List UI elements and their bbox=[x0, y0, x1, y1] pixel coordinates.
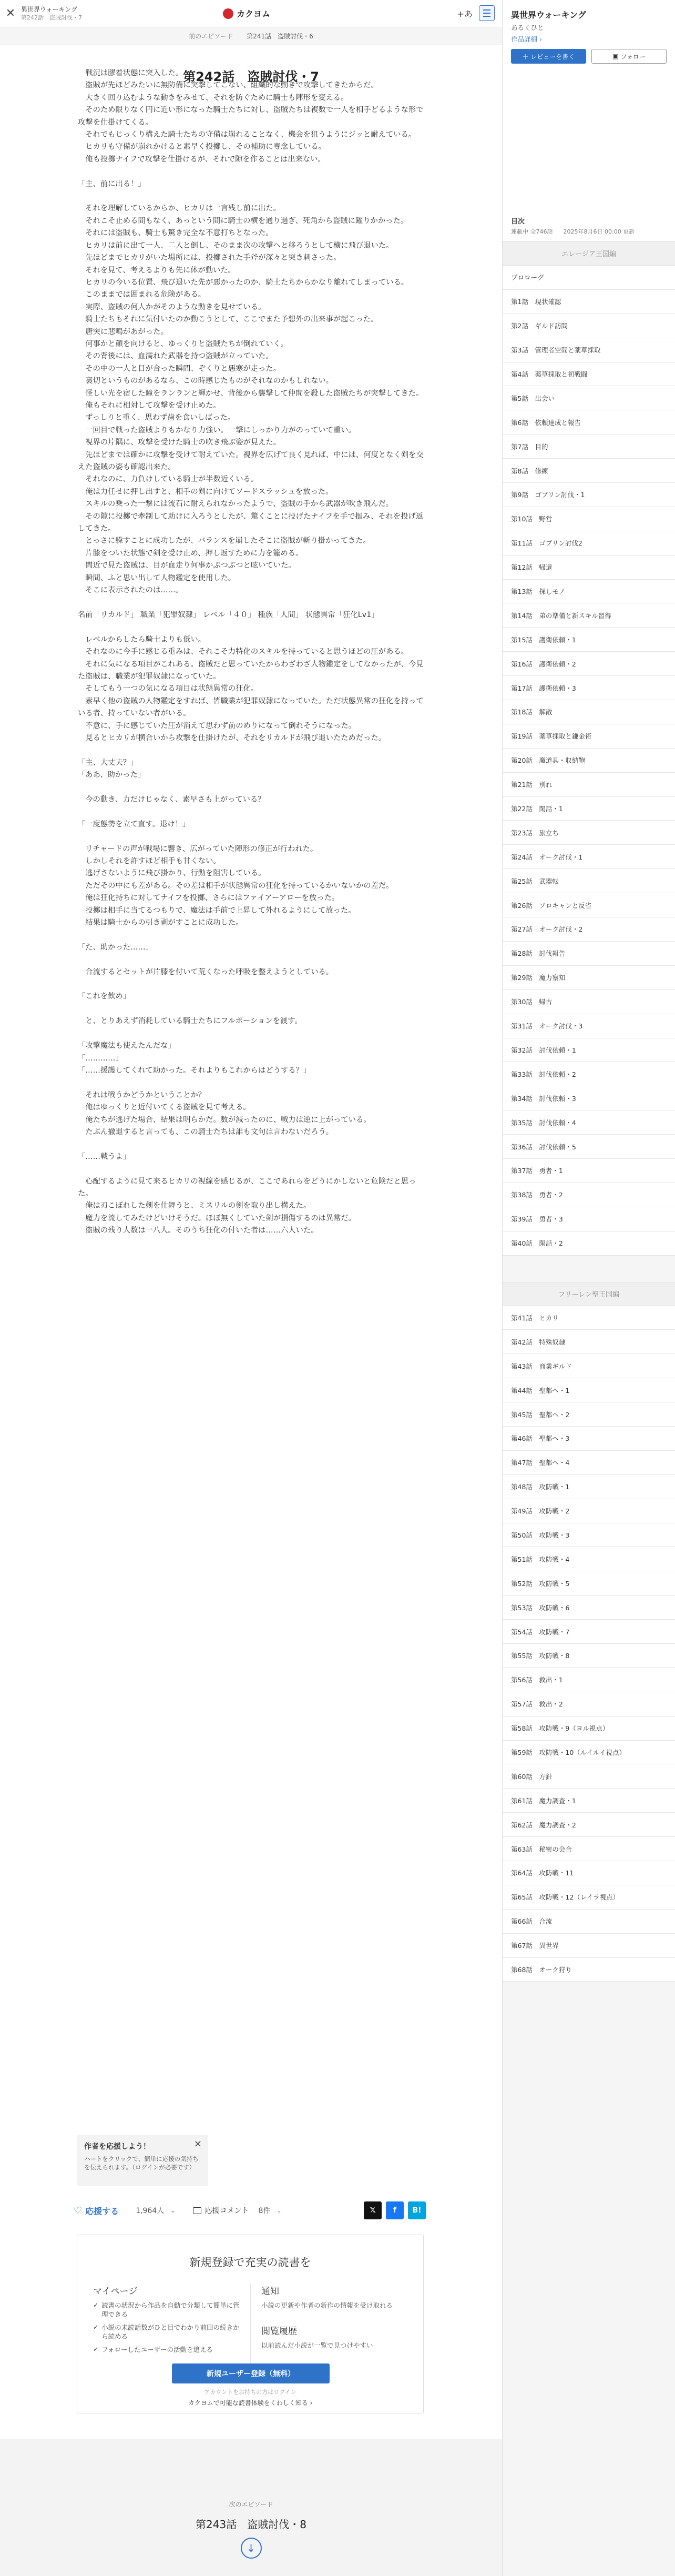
cheer-tip-body: ハートをクリックで、簡単に応援の気持ちを伝えられます。（ログインが必要です） bbox=[84, 2155, 199, 2171]
body-paragraph: ヒカリは前に出て一人、二人と倒し、そのまま次の攻撃へと移ろうとして横に飛び退いた。 bbox=[78, 241, 394, 250]
body-paragraph: 「攻撃魔法も使えたんだな」 bbox=[78, 1042, 176, 1050]
toc-episode-item[interactable]: 第29話 魔力察知 bbox=[503, 966, 675, 990]
body-paragraph: ただその中にも差がある。その差は相手が状態異常の狂化を持っているかいないかの差だ。 bbox=[78, 881, 394, 890]
body-paragraph bbox=[78, 954, 425, 966]
toc-updated: 2025年8月6日 00:00 更新 bbox=[563, 228, 635, 235]
body-paragraph bbox=[78, 1138, 425, 1150]
body-paragraph: それには盗賊も、騎士も驚き完全な不意打ちとなった。 bbox=[78, 229, 273, 238]
prev-episode-title: 第241話 盗賊討伐・6 bbox=[247, 33, 313, 40]
body-paragraph: それなのに今手に感じる重みは、それこそ力特化のスキルを持っていると思うほどの圧がある。 bbox=[78, 648, 408, 656]
bookmark-icon: ▣ bbox=[612, 53, 619, 60]
body-paragraph: 「主、大丈夫？」 bbox=[78, 758, 138, 767]
body-paragraph: 今の動き、力だけじゃなく、素早さも上がっている？ bbox=[78, 795, 265, 804]
body-paragraph: 騎士たちもそれに気付いたのか動こうとして、ここでまた予想外の出来事が起こった。 bbox=[78, 315, 379, 324]
body-paragraph: 合流するとセットが片膝を付いて荒くなった呼吸を整えようとしている。 bbox=[78, 967, 334, 976]
toc-count: 連載中 全746話 bbox=[511, 228, 553, 235]
check-icon: ✓ bbox=[93, 2301, 99, 2309]
toc-episode-item[interactable]: 第49話 攻防戦・2 bbox=[503, 1499, 675, 1523]
toc-episode-item[interactable]: 第47話 聖都へ・4 bbox=[503, 1451, 675, 1475]
mypage-item-text: 読書の状況から作品を自動で分類して簡単に管理できる bbox=[101, 2301, 240, 2318]
body-paragraph: レベルからしたら騎士よりも低い。 bbox=[78, 635, 206, 644]
toc-title: 目次 bbox=[511, 218, 525, 226]
mypage-heading: マイページ bbox=[93, 2286, 138, 2297]
body-paragraph: とっさに躱すことに成功したが、バランスを崩したそこに盗賊が斬り掛かってきた。 bbox=[78, 537, 371, 545]
comment-count: 8件 bbox=[258, 2207, 271, 2215]
toc-episode-item[interactable]: 第23話 旅立ち bbox=[503, 821, 675, 845]
toc-episode-item[interactable]: 第26話 ソロキャンと反省 bbox=[503, 893, 675, 917]
toc-episode-item[interactable]: 第42話 特殊奴隷 bbox=[503, 1330, 675, 1354]
menu-line-icon bbox=[483, 13, 490, 14]
toc-episode-item[interactable]: 第39話 勇者・3 bbox=[503, 1207, 675, 1231]
body-paragraph: しかしそれを許すほど相手も甘くない。 bbox=[78, 857, 221, 865]
body-paragraph: 不意に、手に感じていた圧が消えて思わず前のめりになって倒れそうになった。 bbox=[78, 721, 356, 730]
heart-icon: ♡ bbox=[74, 2205, 83, 2216]
menu-line-icon bbox=[483, 16, 490, 17]
body-paragraph: 魔力を流してみたけどいけそうだ。ほぼ無くしていた剣が損傷するのは異常だ。 bbox=[78, 1214, 356, 1223]
toc-episode-item[interactable]: 第62話 魔力調査・2 bbox=[503, 1813, 675, 1837]
toc-menu-button[interactable] bbox=[479, 5, 495, 21]
signup-button[interactable]: 新規ユーザー登録（無料） bbox=[172, 2363, 330, 2383]
toc-episode-item[interactable]: 第64話 攻防戦・11 bbox=[503, 1861, 675, 1885]
body-paragraph: それに気になる項目がこれある。盗賊だと思っていたからわざわざ人物鑑定をしてなかったが、今見た盗賊は、職業が犯罪奴隷になっていた。 bbox=[78, 660, 424, 681]
cheer-count: 1,964人 bbox=[136, 2207, 165, 2215]
toc-episode-item[interactable]: 第59話 攻防戦・10（ルイルイ視点） bbox=[503, 1741, 675, 1765]
notice-body: 小説の更新や作者の新作の情報を受け取れる bbox=[261, 2301, 393, 2309]
toc-episode-item[interactable]: 第52話 攻防戦・5 bbox=[503, 1571, 675, 1595]
side-work-info bbox=[503, 0, 675, 74]
body-paragraph: 俺はゆっくりと近付いてくる盗賊を見て考える。 bbox=[78, 1103, 251, 1112]
mypage-item bbox=[93, 2323, 240, 2341]
body-paragraph: その中の一人と目が合った瞬間、ぞくりと悪寒が走った。 bbox=[78, 364, 281, 373]
episode-body bbox=[78, 67, 425, 1237]
body-paragraph: 一回目で戦った盗賊よりもかなり力強い。一撃にしっかり力がのっていて重い。 bbox=[78, 426, 356, 435]
side-work-title[interactable]: 異世界ウォーキング bbox=[511, 10, 586, 20]
body-paragraph: その隙に投擲で牽制して助けに入ろうとしたが、驚くことに投げたナイフを手で掴み、それを投げ返してきた。 bbox=[78, 512, 424, 533]
next-episode-label: 次のエピソード bbox=[229, 2501, 273, 2508]
body-paragraph: このままでは囲まれる危険がある。 bbox=[78, 290, 206, 299]
toc-episode-item[interactable]: 第65話 攻防戦・12（レイラ視点） bbox=[503, 1885, 675, 1910]
login-link[interactable]: アカウントをお持ちの方はログイン bbox=[204, 2389, 296, 2396]
toc-episode-item[interactable]: 第38話 勇者・2 bbox=[503, 1183, 675, 1207]
toc-episode-item[interactable]: 第25話 武器転 bbox=[503, 869, 675, 893]
top-episode-title: 第242話 盗賊討伐・7 bbox=[21, 14, 82, 21]
notice-heading: 通知 bbox=[261, 2286, 279, 2297]
learn-more-link[interactable]: カクヨムで可能な読書体験をくわしく知る › bbox=[188, 2399, 313, 2407]
body-paragraph bbox=[78, 978, 425, 991]
cheer-button[interactable] bbox=[74, 2205, 175, 2217]
toc-episode-item[interactable]: 第54話 攻防戦・7 bbox=[503, 1620, 675, 1644]
body-paragraph: 瞬間、ふと思い出して人物鑑定を使用した。 bbox=[78, 573, 236, 582]
toc-episode-item[interactable]: 第58話 攻防戦・9（ヨル視点） bbox=[503, 1716, 675, 1741]
body-paragraph bbox=[78, 1028, 425, 1040]
chapter2-episode-list bbox=[503, 1306, 675, 1982]
next-episode-title: 第243話 盗賊討伐・8 bbox=[196, 2518, 306, 2531]
next-episode-area[interactable] bbox=[0, 2439, 502, 2576]
toc-episode-item[interactable]: 第67話 異世界 bbox=[503, 1934, 675, 1958]
side-panel bbox=[502, 0, 675, 2576]
prev-episode-label: 前のエピソード bbox=[189, 33, 233, 40]
follow-label: フォロー bbox=[620, 53, 646, 60]
cheer-tip-popup bbox=[77, 2135, 208, 2186]
body-paragraph: リチャードの声が戦場に響き、広がっていた陣形の修正が行われた。 bbox=[78, 844, 318, 853]
toc-episode-item[interactable]: 第14話 弟の準備と新スキル習得 bbox=[503, 603, 675, 628]
body-paragraph: 俺たちが逃げた場合、結果は明らかだ。数が減ったのに、戦力は逆に上がっている。 bbox=[78, 1115, 371, 1124]
toc-episode-item[interactable]: 第18話 解散 bbox=[503, 700, 675, 724]
x-share-icon[interactable]: 𝕏 bbox=[364, 2201, 382, 2219]
top-work-meta[interactable] bbox=[21, 5, 82, 22]
toc-header bbox=[503, 216, 675, 241]
body-paragraph: と、とりあえず消耗している騎士たちにフルポーションを渡す。 bbox=[78, 1017, 302, 1026]
toc-episode-item[interactable]: 第45話 聖都へ・2 bbox=[503, 1402, 675, 1427]
body-paragraph: それを理解しているからか、ヒカリは一言残し前に出た。 bbox=[78, 204, 281, 213]
body-paragraph: 俺は力任せに押し出すと、相手の剣に向けてソードスラッシュを放った。 bbox=[78, 487, 333, 496]
mypage-item-text: 小説の未読話数がひと目でわかり前回の続きから読める bbox=[101, 2324, 240, 2340]
body-paragraph: 唐突に悲鳴があがった。 bbox=[78, 327, 168, 336]
toc-episode-item[interactable]: 第7話 目的 bbox=[503, 435, 675, 459]
body-paragraph: 「これを飲め」 bbox=[78, 992, 131, 1001]
toc-episode-item[interactable]: 第6話 依頼達成と報告 bbox=[503, 410, 675, 435]
write-review-button[interactable]: ＋ レビューを書く bbox=[511, 49, 586, 64]
body-paragraph: 「一度態勢を立て直す。退け！」 bbox=[78, 820, 190, 829]
toc-episode-item[interactable]: 第32話 討伐依頼・1 bbox=[503, 1038, 675, 1063]
close-icon[interactable]: ✕ bbox=[193, 2139, 202, 2150]
toc-episode-item[interactable]: 第36話 討伐依頼・5 bbox=[503, 1135, 675, 1159]
history-heading: 閲覧履歴 bbox=[261, 2326, 297, 2337]
body-paragraph: 怪しい光を宿した瞳をランランと輝かせ、背後から襲撃して仲間を殺した盗賊たちが突撃してきた。 bbox=[78, 389, 424, 398]
side-buttons bbox=[511, 49, 667, 64]
check-icon: ✓ bbox=[93, 2324, 99, 2331]
chevron-down-icon: ⌄ bbox=[170, 2207, 176, 2214]
body-paragraph: 片膝をついた状態で剣を受け止め、押し返すために力を籠める。 bbox=[78, 549, 303, 558]
top-bar bbox=[0, 0, 502, 27]
body-paragraph bbox=[78, 1077, 425, 1089]
body-paragraph: ヒカリも守備が崩れかけると素早く投擲し、その補助に専念している。 bbox=[78, 143, 326, 151]
toc-episode-item[interactable]: 第13話 探しモノ bbox=[503, 580, 675, 604]
work-detail-link[interactable]: 作品詳細 › bbox=[511, 35, 542, 43]
body-paragraph: 俺も投擲ナイフで攻撃を仕掛けるが、それで隙を作ることは出来ない。 bbox=[78, 155, 325, 164]
toc-episode-item[interactable]: 第24話 オーク討伐・1 bbox=[503, 845, 675, 869]
share-buttons bbox=[364, 2201, 426, 2219]
body-paragraph: 戦況は膠着状態に突入した。 bbox=[78, 69, 183, 77]
body-paragraph: それでもじっくり構えた騎士たちの守備は崩れることなく、機会を狙うようにジッと耐えている。 bbox=[78, 130, 416, 139]
body-paragraph: たぶん撤退すると言っても、この騎士たちは誰も文句は言わないだろう。 bbox=[78, 1127, 334, 1136]
mypage-column bbox=[93, 2284, 251, 2363]
body-paragraph: 素早く他の盗賊の人物鑑定をすれば、皆職業が犯罪奴隷になっていた。ただ状態異常の狂化を持っている者、持っていない者がいる。 bbox=[78, 696, 424, 718]
facebook-share-icon[interactable]: f bbox=[386, 2201, 404, 2219]
body-paragraph: その背後には、血濡れた武器を持つ盗賊が立っていた。 bbox=[78, 352, 273, 361]
body-paragraph: 見るとヒカリが横合いから攻撃を仕掛けたが、それをリカルドが飛び退いたためだった。 bbox=[78, 733, 386, 742]
toc-episode-item[interactable]: 第2話 ギルド訪問 bbox=[503, 314, 675, 338]
chapter1-episode-list bbox=[503, 266, 675, 1256]
body-paragraph bbox=[78, 1163, 425, 1175]
toc-episode-item[interactable]: 第31話 オーク討伐・3 bbox=[503, 1014, 675, 1038]
body-paragraph bbox=[78, 597, 425, 609]
toc-episode-item[interactable]: 第1話 現状確認 bbox=[503, 290, 675, 314]
signup-title: 新規登録で充実の読書を bbox=[189, 2256, 311, 2269]
chevron-down-icon: ⌄ bbox=[277, 2207, 282, 2214]
check-icon: ✓ bbox=[93, 2346, 99, 2353]
body-paragraph: 視界の片隅に、攻撃を受けた騎士の吹き飛ぶ姿が見えた。 bbox=[78, 438, 281, 447]
close-icon[interactable]: ✕ bbox=[5, 7, 16, 20]
body-paragraph: 結果は騎士からの引き剥がすことに成功した。 bbox=[78, 918, 243, 927]
body-paragraph: 「た、助かった……」 bbox=[78, 943, 153, 952]
menu-line-icon bbox=[483, 9, 490, 11]
toc-episode-item[interactable]: 第34話 討伐依頼・3 bbox=[503, 1086, 675, 1110]
toc-episode-item[interactable]: 第17話 護衛依頼・3 bbox=[503, 676, 675, 700]
toc-episode-item[interactable]: 第44話 聖都へ・1 bbox=[503, 1378, 675, 1402]
toc-episode-item[interactable]: 第19話 薬草採取と鎌金術 bbox=[503, 724, 675, 749]
comment-icon bbox=[193, 2207, 201, 2214]
body-paragraph: 名前「リカルド」 職業「犯罪奴隷」 レベル「４０」 種族「人間」 状態異常「狂化Lv1」 bbox=[78, 610, 379, 619]
body-paragraph bbox=[78, 190, 425, 203]
side-ad-space bbox=[503, 74, 675, 216]
body-paragraph bbox=[78, 929, 425, 941]
toc-episode-item[interactable]: 第28話 討伐報告 bbox=[503, 942, 675, 966]
body-paragraph: それは戦うかどうかということか？ bbox=[78, 1090, 206, 1099]
toc-episode-item[interactable]: 第15話 護衛依頼・1 bbox=[503, 628, 675, 652]
toc-episode-item[interactable]: 第27話 オーク討伐・2 bbox=[503, 917, 675, 942]
toc-episode-item[interactable]: 第61話 魔力調査・1 bbox=[503, 1789, 675, 1813]
body-paragraph: 俺は刃こぼれした剣を仕舞うと、ミスリルの剣を取り出し構えた。 bbox=[78, 1201, 311, 1210]
body-paragraph: 裏切というものがあるなら、この時感じたものがそれなのかもしれない。 bbox=[78, 377, 334, 386]
body-paragraph: スキルの乗った一撃には流石に耐えられなかったようで、盗賊の手から武器が吹き飛んだ。 bbox=[78, 500, 394, 509]
toc-episode-item[interactable]: 第68話 オーク狩り bbox=[503, 1958, 675, 1982]
body-paragraph: そしてもう一つの気になる項目は状態異常の狂化。 bbox=[78, 684, 259, 693]
toc-episode-item[interactable]: 第16話 護衛依頼・2 bbox=[503, 652, 675, 676]
toc-episode-item[interactable]: 第20話 魔道具・収納鞄 bbox=[503, 749, 675, 773]
body-paragraph bbox=[78, 831, 425, 843]
body-paragraph bbox=[78, 166, 425, 178]
mypage-item bbox=[93, 2345, 240, 2354]
toc-episode-item[interactable]: プロローグ bbox=[503, 266, 675, 290]
toc-meta bbox=[511, 227, 667, 236]
body-paragraph: それなのに、力負けしている騎士が半数近くいる。 bbox=[78, 475, 259, 484]
mypage-item-text: フォローしたユーザーの活動を追える bbox=[101, 2346, 213, 2353]
signup-columns bbox=[93, 2284, 408, 2363]
toc-episode-item[interactable]: 第66話 合流 bbox=[503, 1910, 675, 1934]
body-paragraph: 「……援護してくれて助かった。それよりもこれからはどうする？」 bbox=[78, 1066, 311, 1075]
body-paragraph: 先ほどまでは確かに攻撃を受けて耐えていた。視界を広げて良く見れば、中には、何度となく剣を交えた盗賊の姿も確認出来た。 bbox=[78, 450, 424, 471]
toc-episode-item[interactable]: 第51話 攻防戦・4 bbox=[503, 1547, 675, 1571]
body-paragraph: 心配するように見て来るヒカリの視線を感じるが、ここであれらをどうにかしないと危険だと思った。 bbox=[78, 1177, 416, 1198]
toc-episode-item[interactable]: 第53話 攻防戦・6 bbox=[503, 1595, 675, 1620]
body-paragraph: 実際、盗賊の何人かがそのような動きを見せている。 bbox=[78, 302, 266, 311]
body-paragraph: 何事かと顔を向けると、ゆっくりと盗賊たちが倒れていく。 bbox=[78, 339, 288, 348]
signup-box bbox=[77, 2235, 424, 2413]
toc-episode-item[interactable]: 第40話 閑話・2 bbox=[503, 1231, 675, 1256]
toc-episode-item[interactable]: 第46話 聖都へ・3 bbox=[503, 1427, 675, 1451]
body-paragraph bbox=[78, 621, 425, 633]
toc-episode-item[interactable]: 第48話 攻防戦・1 bbox=[503, 1475, 675, 1499]
body-paragraph bbox=[78, 1003, 425, 1015]
body-paragraph: 盗賊の残り人数は一八人。そのうち狂化の付いた者は……六人いた。 bbox=[78, 1226, 319, 1235]
logo-mark-icon bbox=[223, 8, 233, 19]
hatena-bookmark-icon[interactable]: B! bbox=[408, 2201, 426, 2219]
toc-episode-item[interactable]: 第9話 ゴブリン討伐・1 bbox=[503, 483, 675, 507]
notice-column bbox=[251, 2284, 408, 2363]
prev-episode-bar[interactable] bbox=[0, 27, 502, 45]
toc-episode-item[interactable]: 第22話 閑話・1 bbox=[503, 797, 675, 821]
toc-episode-item[interactable]: 第55話 攻防戦・8 bbox=[503, 1644, 675, 1668]
body-paragraph: ヒカリの今いる位置、飛び退いた先が悪かったのか、騎士たちからかなり離れてしまっている。 bbox=[78, 278, 409, 287]
toc-episode-item[interactable]: 第33話 討伐依頼・2 bbox=[503, 1062, 675, 1086]
toc-episode-item[interactable]: 第4話 薬草採取と初戦闘 bbox=[503, 362, 675, 387]
side-author[interactable]: あるくひと bbox=[511, 24, 544, 32]
body-paragraph: 「…………」 bbox=[78, 1054, 123, 1063]
comment-button[interactable] bbox=[193, 2205, 281, 2216]
body-paragraph: 間近で見た盗賊は、目が血走り何事かぶつぶつと呟いていた。 bbox=[78, 561, 296, 570]
toc-episode-item[interactable]: 第37話 勇者・1 bbox=[503, 1159, 675, 1183]
cheer-tip-title: 作者を応援しよう！ bbox=[84, 2143, 150, 2151]
toc-episode-item[interactable]: 第30話 帰古 bbox=[503, 990, 675, 1014]
body-paragraph: 投擲は相手に当てるつもりで、魔法は手前で上昇して外れるようにして放った。 bbox=[78, 906, 356, 915]
body-paragraph: 先ほどまでヒカリがいた場所には、投擲された手斧が深々と突き刺さった。 bbox=[78, 254, 341, 262]
body-paragraph: 盗賊が先ほどみたいに無防備に突撃してこない、組織的な動きで攻撃してきたからだ。 bbox=[78, 81, 379, 90]
toc-episode-item[interactable]: 第41話 ヒカリ bbox=[503, 1306, 675, 1330]
body-paragraph: 「ああ、助かった」 bbox=[78, 771, 146, 780]
toc-episode-item[interactable]: 第11話 ゴブリン討伐2 bbox=[503, 531, 675, 555]
toc-episode-item[interactable]: 第5話 出会い bbox=[503, 386, 675, 410]
body-paragraph: 「主、前に出る！」 bbox=[78, 179, 146, 188]
body-paragraph: それこそ止める間もなく、あっという間に騎士の横を通り過ぎ、死角から盗賊に躍りかかった。 bbox=[78, 216, 408, 225]
body-paragraph bbox=[78, 806, 425, 818]
toc-episode-item[interactable]: 第12話 帰還 bbox=[503, 555, 675, 580]
body-paragraph bbox=[78, 744, 425, 756]
body-paragraph: 大きく回り込むような動きをみせて、それを防ぐために騎士も陣形を変える。 bbox=[78, 93, 349, 102]
history-body: 以前読んだ小説が一覧で見つけやすい bbox=[261, 2341, 373, 2349]
action-row bbox=[74, 2200, 426, 2221]
body-paragraph: そこに表示されたのは……。 bbox=[78, 586, 183, 595]
toc-episode-item[interactable]: 第60話 方針 bbox=[503, 1764, 675, 1789]
body-paragraph: 俺は狂化持ちに対してナイフを投擲、さらにはファイアーアローを放った。 bbox=[78, 894, 340, 903]
toc-episode-item[interactable]: 第56話 救出・1 bbox=[503, 1668, 675, 1692]
toc-episode-item[interactable]: 第57話 救出・2 bbox=[503, 1692, 675, 1716]
follow-button[interactable] bbox=[591, 49, 667, 64]
body-paragraph: 逃げさないように飛び掛かり、行動を阻害している。 bbox=[78, 869, 266, 878]
toc-episode-item[interactable]: 第3話 管理者空間と薬草採取 bbox=[503, 338, 675, 362]
body-paragraph bbox=[78, 782, 425, 794]
toc-episode-item[interactable]: 第21話 別れ bbox=[503, 773, 675, 797]
body-paragraph: そのため限りなく円に近い形になった騎士たちに対し、盗賊たちは複数で一人を相手どるような形で攻撃を仕掛けてくる。 bbox=[78, 106, 424, 127]
font-size-button[interactable]: +あ bbox=[457, 8, 473, 19]
episode-title: 第242話 盗賊討伐・7 bbox=[183, 69, 319, 84]
body-paragraph: ずっしりと重く、思わず歯を食いしばった。 bbox=[78, 413, 236, 422]
chapter-heading[interactable]: フリーレン聖王国編 bbox=[503, 1282, 675, 1306]
chapter-heading[interactable]: エレージア王国編 bbox=[503, 241, 675, 266]
kakuyomu-logo[interactable] bbox=[223, 7, 270, 19]
top-work-title: 異世界ウォーキング bbox=[21, 6, 78, 13]
toc-episode-item[interactable]: 第50話 攻防戦・3 bbox=[503, 1523, 675, 1548]
comment-label: 応援コメント bbox=[204, 2207, 249, 2215]
arrow-down-icon[interactable]: ↓ bbox=[241, 2538, 262, 2559]
cheer-label: 応援する bbox=[85, 2206, 119, 2216]
top-tools bbox=[457, 5, 495, 21]
toc-episode-item[interactable]: 第63話 秘密の会合 bbox=[503, 1837, 675, 1861]
logo-text: カクヨム bbox=[237, 9, 271, 19]
body-paragraph: 俺もそれに相対して攻撃を受け止めた。 bbox=[78, 401, 221, 410]
toc-episode-item[interactable]: 第10話 野営 bbox=[503, 507, 675, 531]
toc-episode-item[interactable]: 第35話 討伐依頼・4 bbox=[503, 1110, 675, 1135]
body-paragraph: それを見て、考えるよりも先に体が動いた。 bbox=[78, 266, 236, 275]
body-paragraph: 「……戦うよ」 bbox=[78, 1152, 131, 1161]
mypage-item bbox=[93, 2301, 240, 2319]
toc-episode-item[interactable]: 第43話 商業ギルド bbox=[503, 1354, 675, 1378]
toc-episode-item[interactable]: 第8話 修練 bbox=[503, 459, 675, 483]
